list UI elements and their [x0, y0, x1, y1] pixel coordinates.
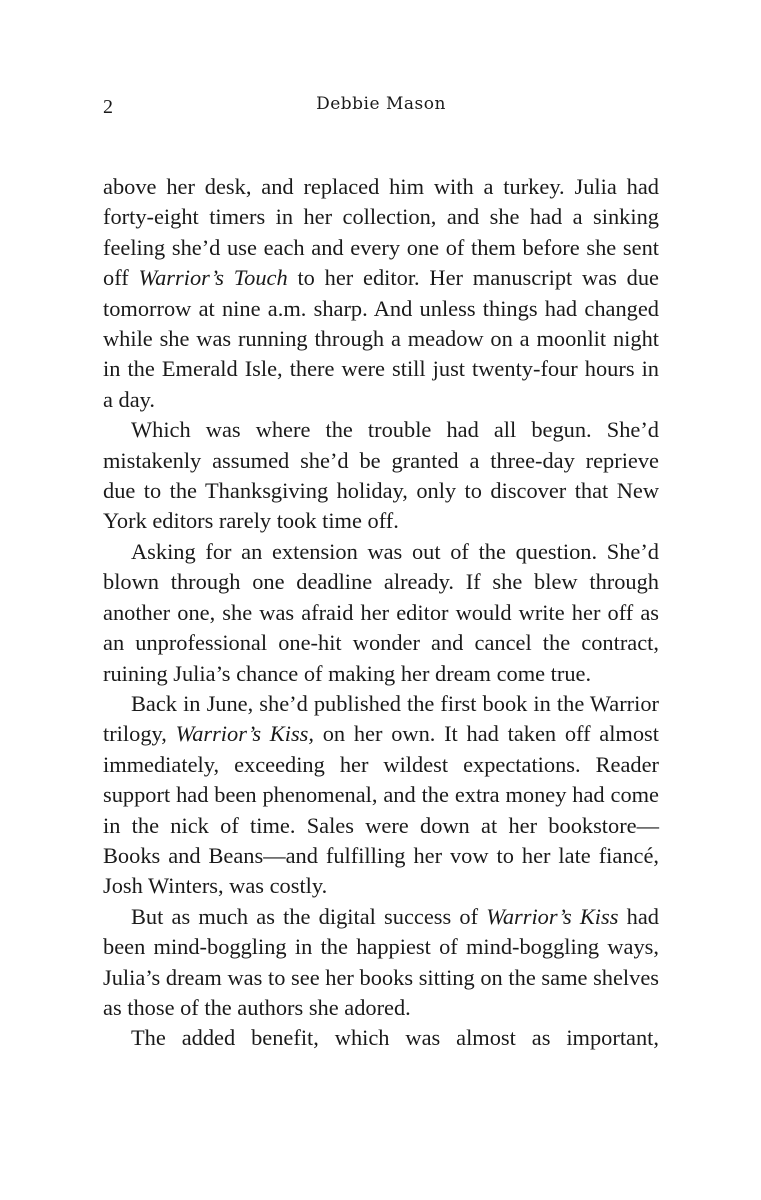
book-page — [103, 92, 659, 1054]
text-segment: had been mind-boggling in the happiest of mind-boggling ways, Julia’s dream was to see her books sitting on the same shelves as those of the authors she adored. — [103, 903, 659, 1020]
text-segment: to her editor. Her manuscript was due tomorrow at nine a.m. sharp. And unless things had changed while she was running through a meadow on a moonlit night in the Emerald Isle, there were still just twenty-four hours in a day. — [103, 265, 659, 412]
text-segment: Asking for an extension was out of the question. She’d blown through one deadline already. If she blew through another one, she was afraid her editor would write her off as an unprofessional one-hit wonder and cancel the contract, ruining Julia’s chance of making her dream come true. — [103, 538, 659, 686]
text-segment: Which was where the trouble had all begun. She’d mistakenly assumed she’d be granted a three-day reprieve due to the Thanksgiving holiday, only to discover that New York editors rarely took time off. — [103, 417, 659, 534]
body-text — [103, 172, 659, 1054]
text-segment: The added benefit, which was almost as important, — [131, 1025, 659, 1051]
paragraph — [103, 537, 659, 689]
paragraph — [103, 172, 659, 415]
book-title-italic: Warrior’s Touch — [138, 265, 288, 291]
book-title-italic: Warrior’s Kiss, — [175, 721, 314, 747]
paragraph — [103, 1023, 659, 1053]
paragraph — [103, 689, 659, 902]
running-head-author: Debbie Mason — [316, 94, 446, 114]
paragraph — [103, 902, 659, 1024]
text-segment: on her own. It had taken off almost immediately, exceeding her wildest expectations. Reader support had been phenomenal, and the extra money had come in the nick of time. Sales were down at her bookstore—Books and Beans—and fulfilling her vow to her late fiancé, Josh Winters, was costly. — [103, 721, 659, 899]
text-segment: Back in June, she’d published the first book in the Warrior trilogy, — [103, 690, 659, 747]
book-title-italic: Warrior’s Kiss — [486, 903, 619, 929]
paragraph — [103, 415, 659, 537]
page-number: 2 — [103, 96, 113, 118]
page-header — [103, 92, 659, 122]
text-segment: But as much as the digital success of — [131, 903, 487, 929]
text-segment: above her desk, and replaced him with a turkey. Julia had forty-eight timers in her collection, and she had a sinking feeling she’d use each and every one of them before she sent off — [103, 174, 659, 291]
